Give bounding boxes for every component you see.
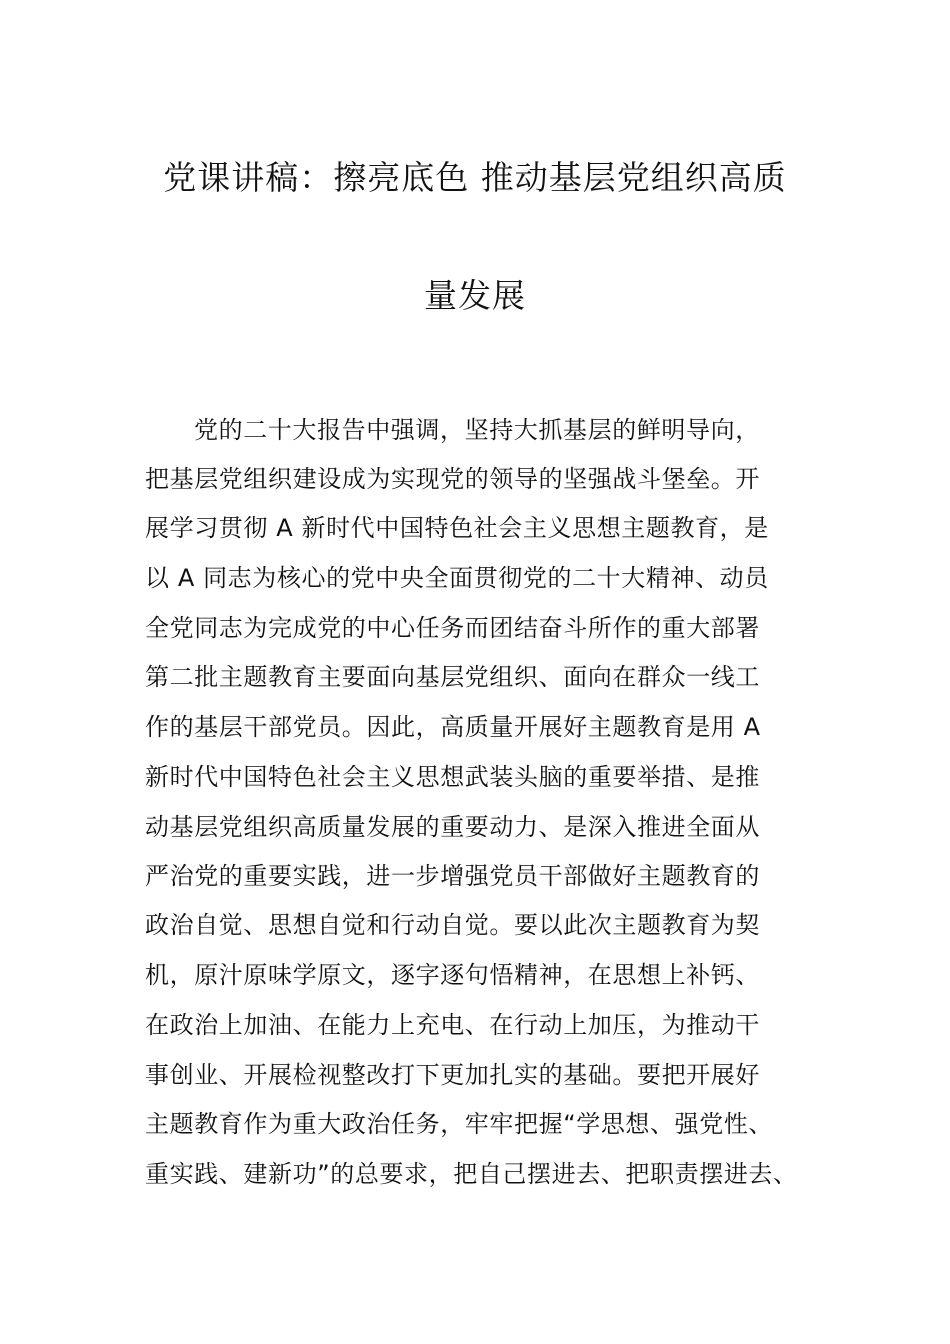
body-line-10: 严治党的重要实践，进一步增强党员干部做好主题教育的 <box>145 862 760 890</box>
body-line-4: 以 A 同志为核心的党中央全面贯彻党的二十大精神、动员 <box>145 564 769 592</box>
body-line-2: 把基层党组织建设成为实现党的领导的坚强战斗堡垒。开 <box>145 465 760 493</box>
body-line-12: 机，原汁原味学原文，逐字逐句悟精神，在思想上补钙、 <box>145 961 760 989</box>
body-line-11: 政治自觉、思想自觉和行动自觉。要以此次主题教育为契 <box>145 911 760 939</box>
body-line-14: 事创业、开展检视整改打下更加扎实的基础。要把开展好 <box>145 1061 760 1089</box>
document-title-line-2: 量发展 <box>424 276 526 315</box>
body-line-3: 展学习贯彻 A 新时代中国特色社会主义思想主题教育，是 <box>145 514 769 542</box>
body-line-8: 新时代中国特色社会主义思想武装头脑的重要举措、是推 <box>145 763 760 791</box>
body-line-15: 主题教育作为重大政治任务，牢牢把握“学思想、强党性、 <box>145 1110 774 1138</box>
body-line-13: 在政治上加油、在能力上充电、在行动上加压，为推动干 <box>145 1011 760 1039</box>
body-line-6: 第二批主题教育主要面向基层党组织、面向在群众一线工 <box>145 663 760 691</box>
document-title-line-1: 党课讲稿：擦亮底色 推动基层党组织高质 <box>163 158 787 197</box>
body-line-9: 动基层党组织高质量发展的重要动力、是深入推进全面从 <box>145 813 760 841</box>
body-line-16: 重实践、建新功”的总要求，把自己摆进去、把职责摆进去、 <box>145 1160 798 1188</box>
body-line-7: 作的基层干部党员。因此，高质量开展好主题教育是用 A <box>145 713 761 741</box>
body-line-5: 全党同志为完成党的中心任务而团结奋斗所作的重大部署 <box>145 614 760 642</box>
body-line-1: 党的二十大报告中强调，坚持大抓基层的鲜明导向， <box>194 416 760 444</box>
